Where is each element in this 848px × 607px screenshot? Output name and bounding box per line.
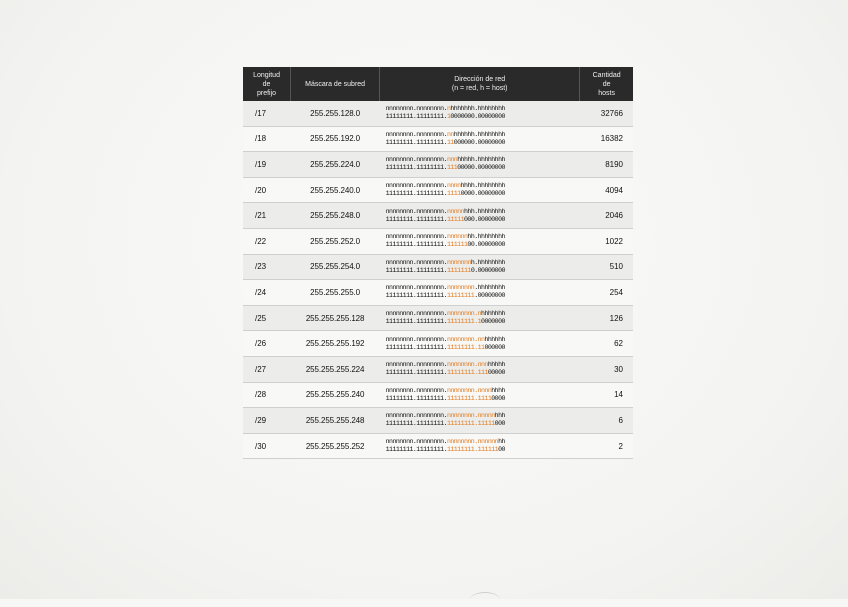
bits-host-part: hhhhhhh.hhhhhhhh bbox=[450, 105, 505, 113]
subnet-mask-cell: 255.255.224.0 bbox=[291, 152, 380, 178]
subnet-mask-cell: 255.255.255.0 bbox=[291, 280, 380, 306]
header-address-line-2: (n = red, h = host) bbox=[451, 85, 508, 92]
network-address-cell bbox=[380, 152, 580, 178]
mask-subnet-part: 1111111 bbox=[446, 266, 471, 274]
bits-subnet-part: nnnnnn bbox=[446, 233, 468, 241]
subnet-mask-cell: 255.255.255.240 bbox=[291, 382, 380, 408]
table-header bbox=[243, 67, 633, 101]
mask-host-part: 00000 bbox=[487, 369, 505, 377]
subnet-mask-cell: 255.255.128.0 bbox=[291, 101, 380, 126]
bits-network-part: nnnnnnnn.nnnnnnnn. bbox=[385, 438, 447, 446]
header-hosts-line-2: de bbox=[602, 80, 611, 88]
table-row bbox=[243, 356, 633, 382]
network-address-cell bbox=[380, 177, 580, 203]
mask-subnet-part: 11111111.11111 bbox=[446, 420, 495, 428]
mask-network-part: 11111111.11111111. bbox=[385, 215, 447, 223]
bits-host-part: hhhhh.hhhhhhhh bbox=[457, 156, 505, 164]
table-row bbox=[243, 177, 633, 203]
table-row bbox=[243, 101, 633, 126]
address-bits-pattern bbox=[382, 259, 578, 267]
host-count-cell: 30 bbox=[580, 356, 633, 382]
host-count-cell: 6 bbox=[580, 408, 633, 434]
prefix-length-cell: /30 bbox=[243, 433, 291, 459]
host-count-cell: 254 bbox=[580, 280, 633, 306]
mask-network-part: 11111111.11111111. bbox=[385, 241, 447, 249]
page-edge-mark bbox=[470, 592, 500, 607]
address-bits-mask bbox=[382, 446, 578, 454]
prefix-length-cell: /17 bbox=[243, 101, 291, 126]
bits-subnet-part: nnnnnnnn.nnnn bbox=[446, 386, 492, 394]
mask-subnet-part: 11111 bbox=[446, 215, 464, 223]
mask-network-part: 11111111.11111111. bbox=[385, 394, 447, 402]
mask-network-part: 11111111.11111111. bbox=[385, 369, 447, 377]
network-address-cell bbox=[380, 305, 580, 331]
host-count-cell: 62 bbox=[580, 331, 633, 357]
address-bits-mask bbox=[382, 420, 578, 428]
header-prefix-line-3: prefijo bbox=[257, 89, 277, 97]
address-bits-pattern bbox=[382, 310, 578, 318]
header-hosts-line-3: hosts bbox=[598, 89, 615, 97]
bits-subnet-part: nnn bbox=[446, 156, 458, 164]
bits-host-part: hhhhhh bbox=[484, 335, 505, 343]
header-host-count bbox=[580, 67, 633, 101]
mask-host-part: 000000.00000000 bbox=[453, 138, 505, 146]
mask-subnet-part: 11111111 bbox=[446, 292, 475, 300]
network-address-cell bbox=[380, 101, 580, 126]
prefix-length-cell: /28 bbox=[243, 382, 291, 408]
mask-host-part: 000.00000000 bbox=[464, 215, 505, 223]
mask-network-part: 11111111.11111111. bbox=[385, 446, 447, 454]
mask-host-part: 000 bbox=[494, 420, 505, 428]
bits-network-part: nnnnnnnn.nnnnnnnn. bbox=[385, 130, 447, 138]
address-bits-mask bbox=[382, 369, 578, 377]
host-count-cell: 2 bbox=[580, 433, 633, 459]
network-address-cell bbox=[380, 126, 580, 152]
table-row bbox=[243, 408, 633, 434]
subnet-mask-cell: 255.255.248.0 bbox=[291, 203, 380, 229]
bits-host-part: h.hhhhhhhh bbox=[470, 258, 505, 266]
header-hosts-line-1: Cantidad bbox=[592, 71, 621, 79]
host-count-cell: 2046 bbox=[580, 203, 633, 229]
prefix-length-cell: /21 bbox=[243, 203, 291, 229]
subnet-mask-cell: 255.255.192.0 bbox=[291, 126, 380, 152]
bits-network-part: nnnnnnnn.nnnnnnnn. bbox=[385, 335, 447, 343]
address-bits-pattern bbox=[382, 361, 578, 369]
prefix-length-cell: /29 bbox=[243, 408, 291, 434]
host-count-cell: 4094 bbox=[580, 177, 633, 203]
prefix-length-cell: /25 bbox=[243, 305, 291, 331]
bits-host-part: hh bbox=[498, 438, 505, 446]
host-count-cell: 1022 bbox=[580, 228, 633, 254]
bits-host-part: hhhhhhh bbox=[481, 310, 505, 318]
prefix-length-cell: /22 bbox=[243, 228, 291, 254]
bits-network-part: nnnnnnnn.nnnnnnnn. bbox=[385, 386, 447, 394]
address-bits-pattern bbox=[382, 284, 578, 292]
subnet-mask-cell: 255.255.255.224 bbox=[291, 356, 380, 382]
address-bits-mask bbox=[382, 216, 578, 224]
subnet-mask-cell: 255.255.252.0 bbox=[291, 228, 380, 254]
bits-network-part: nnnnnnnn.nnnnnnnn. bbox=[385, 412, 447, 420]
address-bits-pattern bbox=[382, 336, 578, 344]
mask-network-part: 11111111.11111111. bbox=[385, 164, 447, 172]
bits-host-part: hh.hhhhhhhh bbox=[467, 233, 505, 241]
subnet-mask-cell: 255.255.254.0 bbox=[291, 254, 380, 280]
bits-network-part: nnnnnnnn.nnnnnnnn. bbox=[385, 310, 447, 318]
mask-network-part: 11111111.11111111. bbox=[385, 343, 447, 351]
mask-subnet-part: 111 bbox=[446, 164, 458, 172]
address-bits-pattern bbox=[382, 438, 578, 446]
table-row bbox=[243, 126, 633, 152]
address-bits-mask bbox=[382, 267, 578, 275]
address-bits-pattern bbox=[382, 131, 578, 139]
bits-subnet-part: nnnnn bbox=[446, 207, 464, 215]
bits-subnet-part: nnnnnnnn.nnn bbox=[446, 361, 488, 369]
address-bits-mask bbox=[382, 292, 578, 300]
prefix-length-cell: /24 bbox=[243, 280, 291, 306]
bits-network-part: nnnnnnnn.nnnnnnnn. bbox=[385, 182, 447, 190]
bits-subnet-part: nnnnnnn bbox=[446, 258, 471, 266]
network-address-cell bbox=[380, 254, 580, 280]
subnet-mask-cell: 255.255.255.192 bbox=[291, 331, 380, 357]
table-row bbox=[243, 203, 633, 229]
bits-subnet-part: nnnnnnnn.n bbox=[446, 310, 482, 318]
network-address-cell bbox=[380, 228, 580, 254]
mask-host-part: 0000.00000000 bbox=[460, 190, 505, 198]
bits-host-part: hhhh bbox=[491, 386, 505, 394]
network-address-cell bbox=[380, 382, 580, 408]
bits-network-part: nnnnnnnn.nnnnnnnn. bbox=[385, 207, 447, 215]
mask-network-part: 11111111.11111111. bbox=[385, 113, 447, 121]
host-count-cell: 510 bbox=[580, 254, 633, 280]
mask-network-part: 11111111.11111111. bbox=[385, 420, 447, 428]
address-bits-pattern bbox=[382, 412, 578, 420]
mask-host-part: 0000000 bbox=[481, 318, 505, 326]
network-address-cell bbox=[380, 408, 580, 434]
table-row bbox=[243, 382, 633, 408]
mask-network-part: 11111111.11111111. bbox=[385, 292, 447, 300]
mask-host-part: .00000000 bbox=[474, 292, 505, 300]
table-row bbox=[243, 152, 633, 178]
mask-subnet-part: 11111111.1 bbox=[446, 318, 482, 326]
bits-subnet-part: nnnnnnnn.nnnnn bbox=[446, 412, 495, 420]
host-count-cell: 16382 bbox=[580, 126, 633, 152]
bits-network-part: nnnnnnnn.nnnnnnnn. bbox=[385, 284, 447, 292]
subnet-mask-cell: 255.255.255.252 bbox=[291, 433, 380, 459]
header-subnet-mask: Máscara de subred bbox=[291, 67, 380, 101]
header-address-line-1: Dirección de red bbox=[454, 76, 506, 83]
subnet-mask-cell: 255.255.255.128 bbox=[291, 305, 380, 331]
table-row bbox=[243, 433, 633, 459]
address-bits-pattern bbox=[382, 208, 578, 216]
mask-subnet-part: 1111 bbox=[446, 190, 461, 198]
subnet-mask-cell: 255.255.255.248 bbox=[291, 408, 380, 434]
prefix-length-cell: /18 bbox=[243, 126, 291, 152]
table-body bbox=[243, 101, 633, 459]
prefix-length-cell: /27 bbox=[243, 356, 291, 382]
bits-subnet-part: n bbox=[446, 105, 451, 113]
header-prefix-length bbox=[243, 67, 291, 101]
address-bits-mask bbox=[382, 139, 578, 147]
host-count-cell: 126 bbox=[580, 305, 633, 331]
address-bits-mask bbox=[382, 344, 578, 352]
address-bits-mask bbox=[382, 190, 578, 198]
header-network-address bbox=[380, 67, 580, 101]
prefix-length-cell: /20 bbox=[243, 177, 291, 203]
bits-subnet-part: nnnnnnnn bbox=[446, 284, 475, 292]
address-bits-pattern bbox=[382, 233, 578, 241]
table-row bbox=[243, 280, 633, 306]
mask-subnet-part: 1 bbox=[446, 113, 451, 121]
host-count-cell: 14 bbox=[580, 382, 633, 408]
bits-subnet-part: nn bbox=[446, 130, 454, 138]
host-count-cell: 8190 bbox=[580, 152, 633, 178]
prefix-length-cell: /19 bbox=[243, 152, 291, 178]
mask-subnet-part: 111111 bbox=[446, 241, 468, 249]
header-prefix-line-2: de bbox=[262, 80, 271, 88]
header-prefix-line-1: Longitud bbox=[253, 71, 280, 79]
bits-network-part: nnnnnnnn.nnnnnnnn. bbox=[385, 233, 447, 241]
table-row bbox=[243, 331, 633, 357]
mask-network-part: 11111111.11111111. bbox=[385, 266, 447, 274]
mask-network-part: 11111111.11111111. bbox=[385, 318, 447, 326]
network-address-cell bbox=[380, 280, 580, 306]
mask-host-part: 00.00000000 bbox=[467, 241, 505, 249]
address-bits-pattern bbox=[382, 105, 578, 113]
bits-subnet-part: nnnn bbox=[446, 182, 461, 190]
mask-subnet-part: 11111111.111111 bbox=[446, 446, 499, 454]
address-bits-pattern bbox=[382, 156, 578, 164]
mask-subnet-part: 11 bbox=[446, 138, 454, 146]
mask-host-part: 0000 bbox=[491, 394, 505, 402]
network-address-cell bbox=[380, 203, 580, 229]
address-bits-pattern bbox=[382, 182, 578, 190]
prefix-length-cell: /23 bbox=[243, 254, 291, 280]
mask-host-part: 0000000.00000000 bbox=[450, 113, 505, 121]
mask-network-part: 11111111.11111111. bbox=[385, 190, 447, 198]
mask-network-part: 11111111.11111111. bbox=[385, 138, 447, 146]
table-row bbox=[243, 254, 633, 280]
subnet-mask-table bbox=[243, 67, 633, 459]
bits-host-part: hhhh.hhhhhhhh bbox=[460, 182, 505, 190]
bits-host-part: hhh bbox=[494, 412, 505, 420]
bits-subnet-part: nnnnnnnn.nnnnnn bbox=[446, 438, 499, 446]
bits-host-part: hhhhhh.hhhhhhhh bbox=[453, 130, 505, 138]
address-bits-pattern bbox=[382, 387, 578, 395]
mask-host-part: 00000.00000000 bbox=[457, 164, 505, 172]
mask-subnet-part: 11111111.111 bbox=[446, 369, 488, 377]
network-address-cell bbox=[380, 331, 580, 357]
bits-subnet-part: nnnnnnnn.nn bbox=[446, 335, 485, 343]
bits-network-part: nnnnnnnn.nnnnnnnn. bbox=[385, 361, 447, 369]
address-bits-mask bbox=[382, 164, 578, 172]
prefix-length-cell: /26 bbox=[243, 331, 291, 357]
host-count-cell: 32766 bbox=[580, 101, 633, 126]
network-address-cell bbox=[380, 433, 580, 459]
address-bits-mask bbox=[382, 113, 578, 121]
mask-host-part: 000000 bbox=[484, 343, 505, 351]
bits-network-part: nnnnnnnn.nnnnnnnn. bbox=[385, 258, 447, 266]
subnet-mask-cell: 255.255.240.0 bbox=[291, 177, 380, 203]
mask-host-part: 00 bbox=[498, 446, 505, 454]
mask-host-part: 0.00000000 bbox=[470, 266, 505, 274]
network-address-cell bbox=[380, 356, 580, 382]
address-bits-mask bbox=[382, 395, 578, 403]
bits-network-part: nnnnnnnn.nnnnnnnn. bbox=[385, 105, 447, 113]
address-bits-mask bbox=[382, 318, 578, 326]
mask-subnet-part: 11111111.11 bbox=[446, 343, 485, 351]
bits-host-part: hhhhh bbox=[487, 361, 505, 369]
bits-host-part: .hhhhhhhh bbox=[474, 284, 505, 292]
header-row bbox=[243, 67, 633, 101]
mask-subnet-part: 11111111.1111 bbox=[446, 394, 492, 402]
address-bits-mask bbox=[382, 241, 578, 249]
bits-network-part: nnnnnnnn.nnnnnnnn. bbox=[385, 156, 447, 164]
table-row bbox=[243, 305, 633, 331]
bits-host-part: hhh.hhhhhhhh bbox=[464, 207, 505, 215]
table-row bbox=[243, 228, 633, 254]
